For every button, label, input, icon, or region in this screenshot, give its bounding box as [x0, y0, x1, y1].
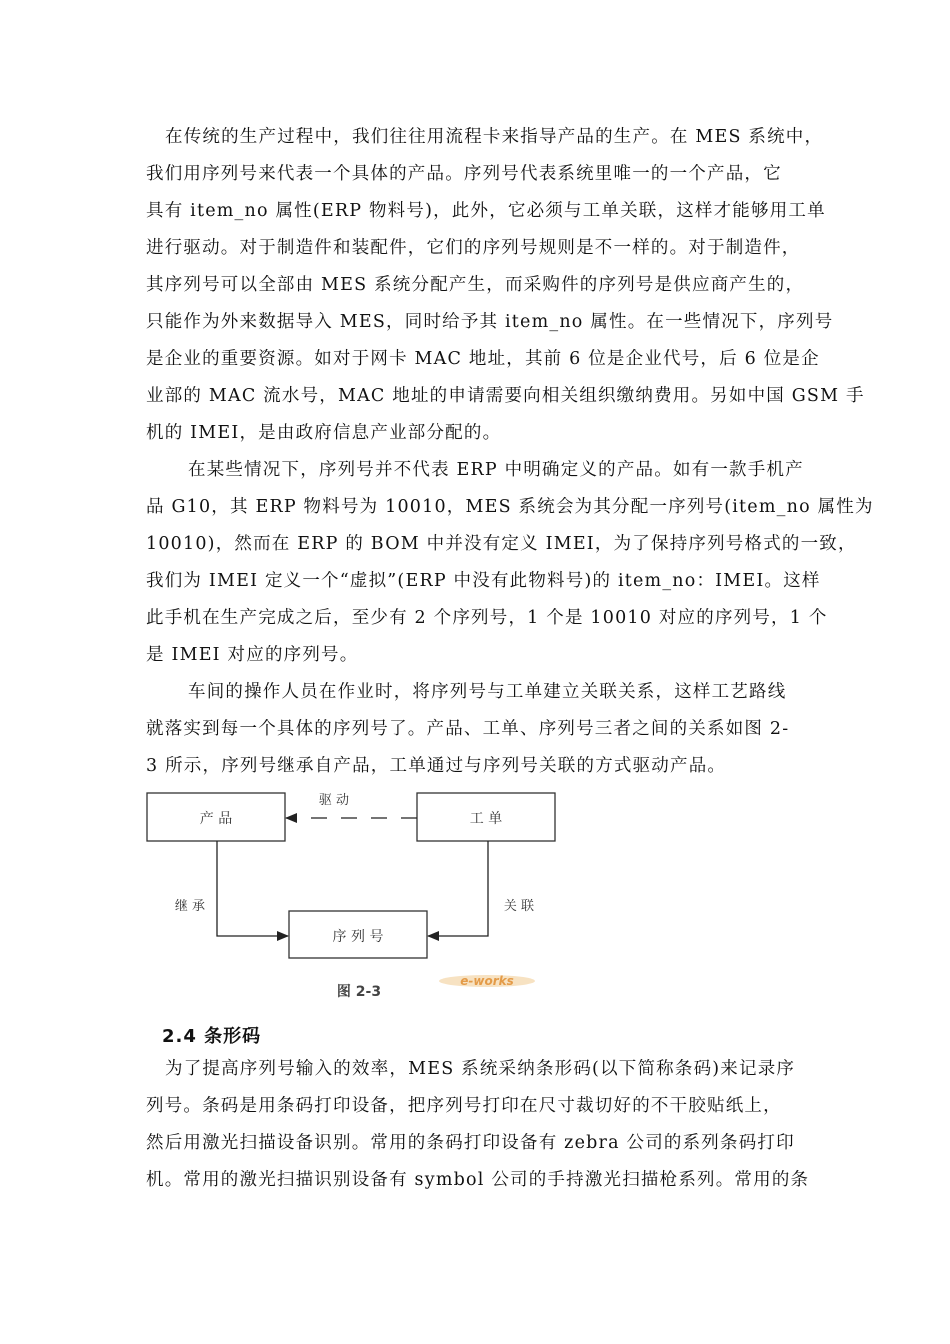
- figure-caption: 图 2-3: [336, 984, 382, 1000]
- svg-text:e-works: e-works: [460, 974, 514, 988]
- text-line: 我们为 IMEI 定义一个“虚拟”(ERP 中没有此物料号)的 item_no：IMEI。这样: [146, 571, 821, 591]
- inherit-label: 继 承: [174, 899, 206, 914]
- text-line: 机。常用的激光扫描识别设备有 symbol 公司的手持激光扫描枪系列。常用的条: [146, 1170, 810, 1190]
- text-line: 列号。条码是用条码打印设备，把序列号打印在尺寸裁切好的不干胶贴纸上，: [146, 1096, 782, 1116]
- text-line: 其序列号可以全部由 MES 系统分配产生，而采购件的序列号是供应商产生的，: [146, 275, 805, 295]
- section-heading: 2.4 条形码: [162, 1026, 262, 1047]
- text-line: 品 G10，其 ERP 物料号为 10010，MES 系统会为其分配一序列号(item_no 属性为: [146, 497, 874, 517]
- text-line: 进行驱动。对于制造件和装配件，它们的序列号规则是不一样的。对于制造件，: [146, 238, 801, 258]
- text-line: 只能作为外来数据导入 MES，同时给予其 item_no 属性。在一些情况下，序列号: [146, 312, 834, 332]
- associate-arrow: [428, 841, 488, 936]
- text-line: 然后用激光扫描设备识别。常用的条码打印设备有 zebra 公司的系列条码打印: [146, 1133, 795, 1153]
- text-line: 具有 item_no 属性(ERP 物料号)，此外，它必须与工单关联，这样才能够用工单: [146, 201, 826, 221]
- text-line: 机的 IMEI，是由政府信息产业部分配的。: [146, 423, 502, 443]
- text-line: 就落实到每一个具体的序列号了。产品、工单、序列号三者之间的关系如图 2-: [146, 719, 790, 739]
- text-line: 3 所示，序列号继承自产品，工单通过与序列号关联的方式驱动产品。: [146, 756, 727, 776]
- text-line: 车间的操作人员在作业时，将序列号与工单建立关联关系，这样工艺路线: [188, 682, 787, 702]
- inherit-arrow: [217, 841, 288, 936]
- text-line: 是企业的重要资源。如对于网卡 MAC 地址，其前 6 位是企业代号，后 6 位是企: [146, 349, 820, 369]
- text-line: 是 IMEI 对应的序列号。: [146, 645, 359, 665]
- text-line: 在传统的生产过程中，我们往往用流程卡来指导产品的生产。在 MES 系统中，: [165, 127, 824, 147]
- product-box-label: 产 品: [199, 811, 233, 827]
- associate-label: 关 联: [503, 899, 535, 914]
- text-line: 10010)，然而在 ERP 的 BOM 中并没有定义 IMEI，为了保持序列号格式的一致，: [146, 534, 857, 554]
- text-line: 在某些情况下，序列号并不代表 ERP 中明确定义的产品。如有一款手机产: [188, 460, 804, 480]
- text-line: 此手机在生产完成之后，至少有 2 个序列号，1 个是 10010 对应的序列号，1 个: [146, 608, 828, 628]
- workorder-box-label: 工 单: [469, 811, 503, 827]
- text-line: 为了提高序列号输入的效率，MES 系统采纳条形码(以下简称条码)来记录序: [165, 1059, 796, 1079]
- text-line: 业部的 MAC 流水号，MAC 地址的申请需要向相关组织缴纳费用。另如中国 GSM 手: [146, 386, 865, 406]
- eworks-logo: [437, 973, 537, 989]
- serial-box-label: 序 列 号: [332, 929, 384, 945]
- text-line: 我们用序列号来代表一个具体的产品。序列号代表系统里唯一的一个产品，它: [146, 164, 782, 184]
- drive-label: 驱 动: [318, 793, 350, 808]
